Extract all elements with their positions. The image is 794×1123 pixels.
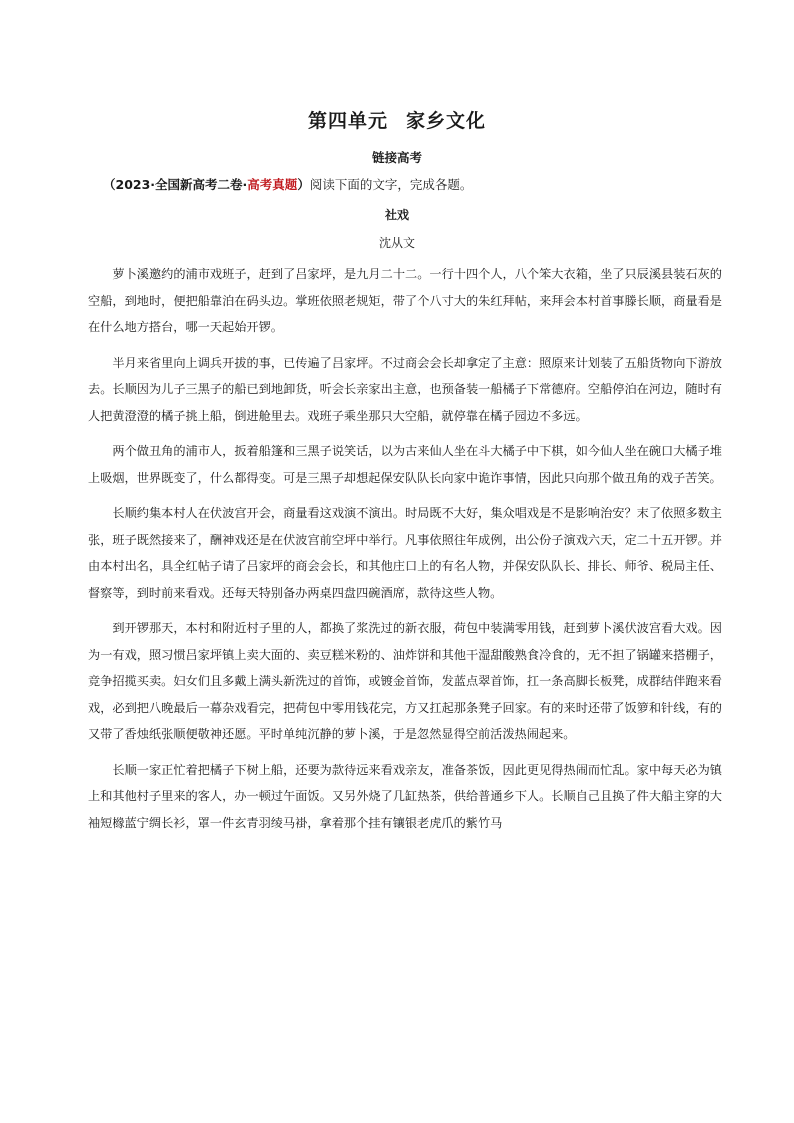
unit-title-main: 第四单元 [307, 110, 388, 132]
essay-body [88, 261, 722, 845]
paragraph: 两个做丑角的浦市人，扳着船篷和三黑子说笑话，以为古来仙人坐在斗大橘子中下棋，如今仙人坐在碗口大橘子堆上吸烟，世界既变了，什么都得变。可是三黑子却想起保安队队长向家中诡诈事情，因此只向那个做丑角的戏子苦笑。 [88, 444, 722, 485]
paragraph: 萝卜溪邀约的浦市戏班子，赶到了吕家坪，是九月二十二。一行十四个人，八个笨大衣箱，坐了只辰溪县装石灰的空船，到地时，便把船靠泊在码头边。掌班依照老规矩，带了个八寸大的朱红拜帖，来拜会本村首事滕长顺，商量看是在什么地方搭台，哪一天起始开锣。 [88, 267, 722, 334]
paragraph: 到开锣那天，本村和附近村子里的人，都换了浆洗过的新衣服，荷包中装满零用钱，赶到萝卜溪伏波宫看大戏。因为一有戏，照习惯吕家坪镇上卖大面的、卖豆糕米粉的、油炸饼和其他干湿甜酸熟食冷食的，无不担了锅罐来搭棚子，竞争招揽买卖。妇女们且多戴上满头新洗过的首饰，或镀金首饰，发蓝点翠首饰，扛一条高脚长板凳，成群结伴跑来看戏，必到把八晚最后一幕杂戏看完，把荷包中零用钱花完，方又扛起那条凳子回家。有的来时还带了饭箩和针线，有的又带了香烛纸张顺便敬神还愿。平时单纯沉静的萝卜溪，于是忽然显得空前活泼热闹起来。 [88, 621, 722, 741]
instruction-text: 阅读下面的文字，完成各题。 [309, 177, 473, 192]
source-prefix: （2023·全国新高考二卷· [103, 177, 248, 192]
essay-author: 沈从文 [378, 236, 415, 250]
section-heading: 链接高考 [371, 150, 422, 165]
unit-title [0, 106, 794, 133]
source-line [103, 175, 703, 193]
paragraph: 半月来省里向上调兵开拔的事，已传遍了吕家坪。不过商会会长却拿定了主意：照原来计划装了五船货物向下游放去。长顺因为儿子三黑子的船已到地卸货，听会长亲家出主意，也预备装一船橘子下常德府。空船停泊在河边，随时有人把黄澄澄的橘子挑上船，倒进舱里去。戏班子乘坐那只大空船，就停靠在橘子园边不多远。 [88, 355, 722, 423]
essay-title: 社戏 [384, 208, 409, 222]
paragraph: 长顺一家正忙着把橘子下树上船，还要为款待远来看戏亲友，准备茶饭，因此更见得热闹而忙乱。家中每天必为镇上和其他村子里来的客人，办一顿过午面饭。又另外烧了几缸热茶，供给普通乡下人。长顺自己且换了件大船主穿的大袖短橼蓝宁绸长衫，罩一件玄青羽绫马褂，拿着那个挂有镶银老虎爪的紫竹马 [88, 762, 722, 830]
unit-title-sub: 家乡文化 [406, 110, 487, 132]
source-suffix: ） [297, 177, 310, 192]
source-highlight: 高考真题 [247, 177, 298, 192]
paragraph: 长顺约集本村人在伏波宫开会，商量看这戏演不演出。时局既不大好，集众唱戏是不是影响治安？末了依照多数主张，班子既然接来了，酬神戏还是在伏波宫前空坪中举行。凡事依照往年成例，出公份子演戏六天，定二十五开锣。并由本村出名，具全红帖子请了吕家坪的商会会长，和其他庄口上的有名人物，并保安队队长、排长、师爷、税局主任、督察等，到时前来看戏。还每天特别备办两桌四盘四碗酒席，款待这些人物。 [88, 506, 722, 600]
